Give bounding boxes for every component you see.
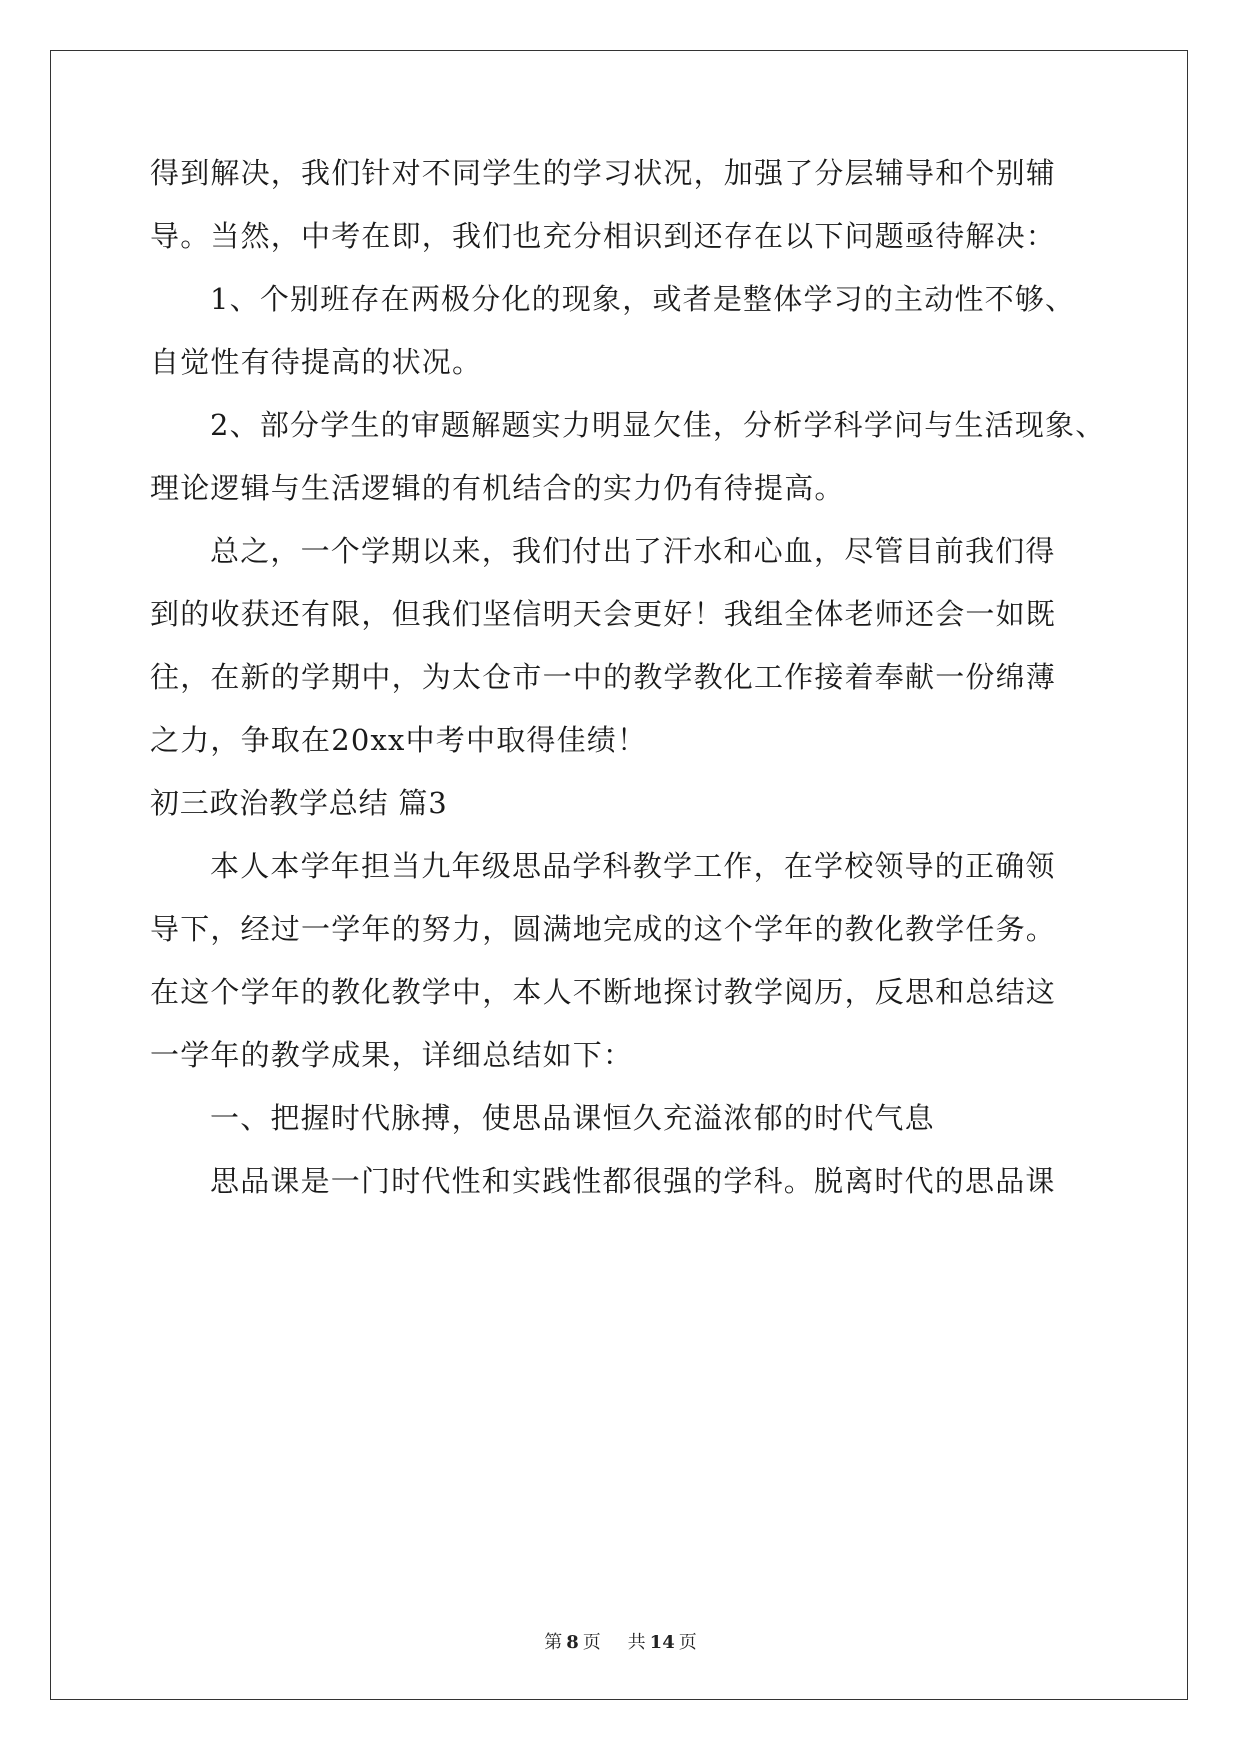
paragraph-line: 自觉性有待提高的状况。: [150, 345, 483, 379]
footer-prefix: 第: [544, 1632, 563, 1653]
footer-total-suffix: 页: [678, 1632, 697, 1653]
paragraph-line: 1、个别班存在两极分化的现象，或者是整体学习的主动性不够、: [210, 282, 1076, 316]
paragraph-line: 本人本学年担当九年级思品学科教学工作，在学校领导的正确领: [210, 849, 1056, 883]
paragraph-line: 总之，一个学期以来，我们付出了汗水和心血，尽管目前我们得: [210, 534, 1056, 568]
paragraph-line: 在这个学年的教化教学中，本人不断地探讨教学阅历，反思和总结这: [150, 975, 1057, 1009]
paragraph-line: 到的收获还有限，但我们坚信明天会更好！我组全体老师还会一如既: [150, 597, 1057, 631]
paragraph-line: 得到解决，我们针对不同学生的学习状况，加强了分层辅导和个别辅: [150, 156, 1057, 190]
footer-page-number: 8: [566, 1632, 579, 1653]
paragraph-line: 往，在新的学期中，为太仓市一中的教学教化工作接着奉献一份绵薄: [150, 660, 1057, 694]
page-footer: [0, 1628, 1241, 1654]
paragraph-line: 一、把握时代脉搏，使思品课恒久充溢浓郁的时代气息: [210, 1101, 935, 1135]
paragraph-line: 一学年的教学成果，详细总结如下：: [150, 1038, 634, 1072]
document-body: [150, 142, 1106, 1213]
footer-page-suffix: 页: [582, 1632, 601, 1653]
paragraph-line: 导。当然，中考在即，我们也充分相识到还存在以下问题亟待解决：: [150, 219, 1057, 253]
footer-total-prefix: 共: [627, 1632, 646, 1653]
footer-total-pages: 14: [649, 1632, 675, 1653]
paragraph-line: 思品课是一门时代性和实践性都很强的学科。脱离时代的思品课: [210, 1164, 1056, 1198]
paragraph-line: 导下，经过一学年的努力，圆满地完成的这个学年的教化教学任务。: [150, 912, 1057, 946]
paragraph-line: 之力，争取在20xx中考中取得佳绩！: [150, 723, 648, 757]
paragraph-line: 2、部分学生的审题解题实力明显欠佳，分析学科学问与生活现象、: [210, 408, 1106, 442]
section-heading: 初三政治教学总结 篇3: [150, 786, 448, 820]
paragraph-line: 理论逻辑与生活逻辑的有机结合的实力仍有待提高。: [150, 471, 845, 505]
